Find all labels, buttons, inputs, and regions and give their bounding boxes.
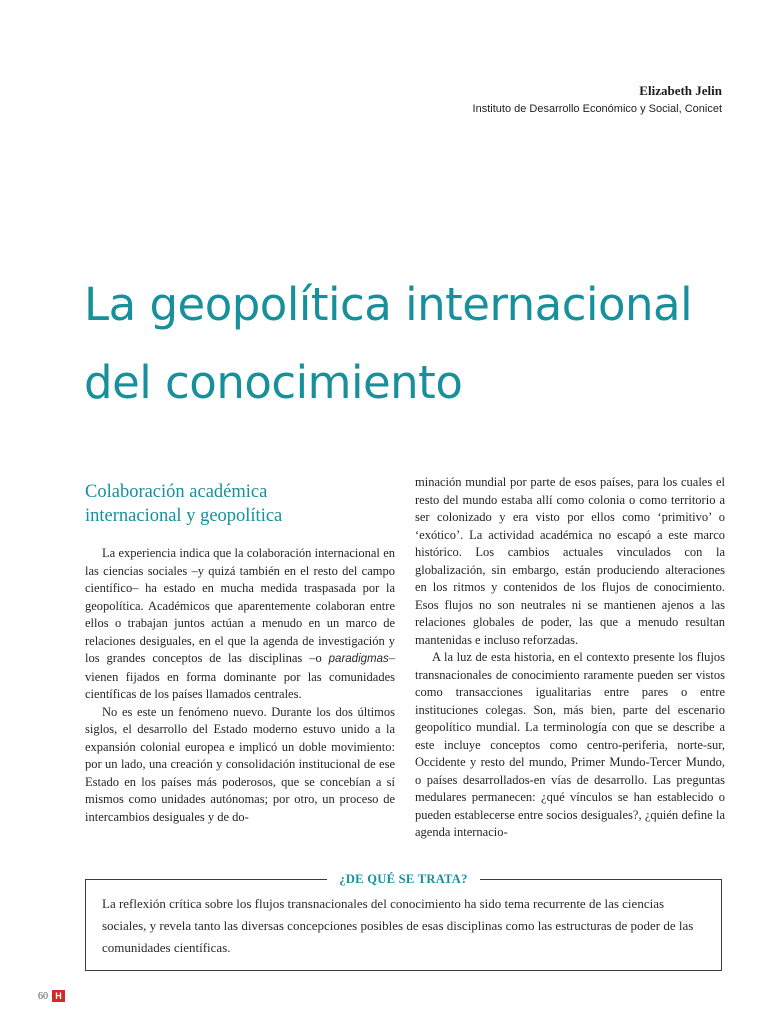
paragraph: A la luz de esta historia, en el contexto presente los flujos transnacionales de conocimiento raramente pueden ser vistos como transacciones igualitarias entre pares o entre instituciones colegas. Son, más bien, parte del escenario geopolítico mundial. La terminología con que se describe a este incluye conceptos como centro-periferia, norte-sur, Occidente y resto del mundo, Primer Mundo-Tercer Mundo, o países desarrollados-en vías de desarrollo. Las preguntas medulares permanecen: ¿qué vínculos se han establecido o pueden establecerse entre socios desiguales?, ¿quién define la agenda internacio-: [415, 650, 725, 839]
paragraph-text: La experiencia indica que la colaboración internacional en las ciencias sociales –y quizá también en el resto del campo científico– ha estado en mucha medida traspasada por la geopolítica. Académicos que aparentemente colaboran entre ellos o trabajan juntos actúan a menudo en un marco de relaciones desiguales, en el que la agenda de investigación y los grandes conceptos de las disciplinas –o: [85, 546, 395, 665]
article-title: [84, 266, 734, 422]
summary-box-title: ¿DE QUÉ SE TRATA?: [327, 872, 479, 887]
magazine-logo-icon: H: [52, 990, 65, 1002]
paragraph-text: – vienen fijados en forma dominante por las comunidades científicas de los países llamados centrales.: [85, 651, 395, 701]
page-footer: [38, 990, 65, 1002]
section-heading-line-2: internacional y geopolítica: [85, 506, 283, 526]
right-column: [415, 474, 725, 842]
paragraph: [85, 545, 395, 704]
section-heading: [85, 480, 395, 528]
title-line-2: del conocimiento: [84, 356, 463, 409]
author-name: Elizabeth Jelin: [639, 83, 722, 98]
author-affiliation: Instituto de Desarrollo Económico y Social, Conicet: [472, 103, 722, 115]
title-line-1: La geopolítica internacional: [84, 278, 693, 331]
section-heading-line-1: Colaboración académica: [85, 482, 268, 502]
page-number: 60: [38, 990, 48, 1002]
paragraph: No es este un fenómeno nuevo. Durante los dos últimos siglos, el desarrollo del Estado moderno estuvo unido a la expansión colonial europea e implicó un doble movimiento: por un lado, una creación y consolidación institucional de ese Estado en los países más poderosos, que se concebían a sí mismos como unidades autónomas; por otro, un proceso de intercambios desiguales y de do-: [85, 704, 395, 824]
italic-term: paradigmas: [328, 653, 389, 665]
summary-box-text: La reflexión crítica sobre los flujos transnacionales del conocimiento ha sido tema recurrente de las ciencias sociales, y revela tanto las diversas concepciones posibles de esas disciplinas como las estructuras de poder de las comunidades científicas.: [102, 896, 694, 955]
paragraph: minación mundial por parte de esos países, para los cuales el resto del mundo estaba allí como colonia o como territorio a ser colonizado y era visto por ellos como ‘primitivo’ o ‘exótico’. La actividad académica no escapó a este marco histórico. Los cambios actuales vinculados con la globalización, sin embargo, están produciendo alteraciones en los ritmos y contenidos de los flujos de conocimiento. Esos flujos no son neutrales ni se mantienen ajenos a las relaciones globales de poder, las que a menudo resultan mantenidas e incluso reforzadas.: [415, 475, 725, 647]
left-column: [85, 474, 395, 826]
summary-box: [85, 872, 722, 971]
